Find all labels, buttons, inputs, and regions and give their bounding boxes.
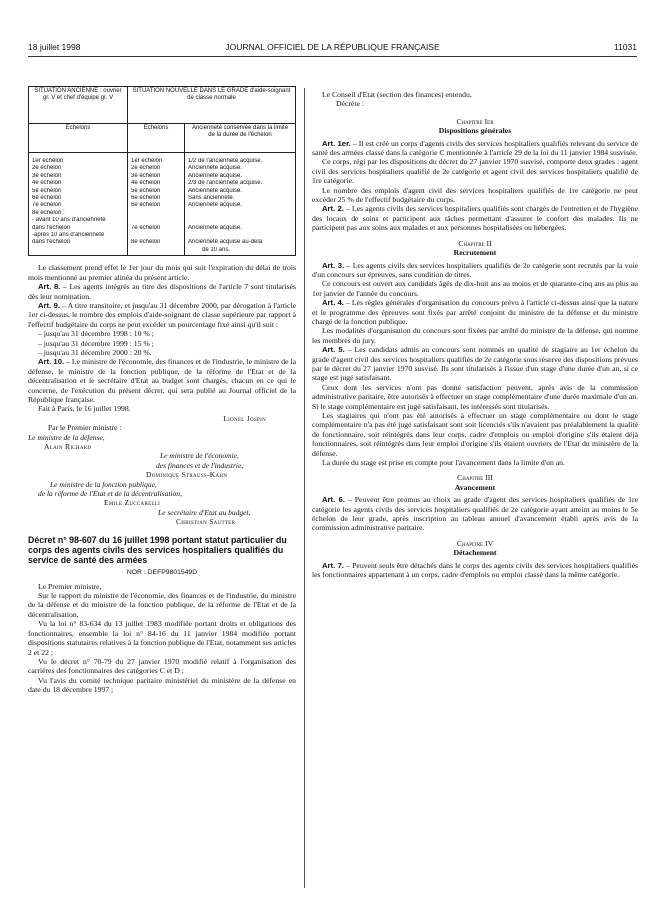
article-3: Art. 3. – Les agents civils des services hospitaliers qualifiés de 2e catégorie sont recrutés par la voie d'un concours sur épreuves, sans condition de titres. [312,260,639,279]
header-rule [28,56,637,57]
signature-defense-title: Le ministre de la défense, [28,432,105,442]
table-sub-new-anciennete: Ancienneté conservée dans la limite de la durée de l'échelon [185,124,296,153]
signature-sautter: Christian Sautter [176,517,236,527]
chapter-4-heading: Chapitre IV [456,538,494,548]
table-col-new-anciennete: 1/2 de l'ancienneté acquise. Ancienneté acquise. Ancienneté acquise. 2/3 de l'ancienneté acquise. Ancienneté acquise. Sans ancienneté. Ancienneté acquise. Ancienneté acquise. Ancienneté acquise au-delà de 10 ans. [185,153,296,256]
chapter-4-title: Détachement [453,548,497,558]
chapter-3-heading: Chapitre III [457,473,493,483]
chapter-1-title: Dispositions générales [438,126,512,136]
signature-richard: Alain Richard [44,442,92,451]
table-head-old: SITUATION ANCIENNE : ouvrier gr. V et chef d'équipe gr. V [29,87,128,124]
article-5-para-4: La durée du stage est prise en compte pour l'avancement dans la limite d'un an. [322,458,565,468]
signature-fp-title2: de la réforme de l'Etat et de la décentralisation, [38,489,182,499]
decret-title: Décret n° 98-607 du 16 juillet 1998 portant statut particulier du corps des agents civils des services hospitaliers qualifiés du service de santé des armées [28,534,287,566]
classification-table [28,86,296,256]
table-head-new: SITUATION NOUVELLE DANS LE GRADE d'aide-soignant de classe normale [128,87,296,124]
header-journal-title: JOURNAL OFFICIEL DE LA RÉPUBLIQUE FRANÇAISE [225,42,440,52]
header-date: 18 juillet 1998 [28,42,81,52]
chapter-2-heading: Chapitre II [458,238,492,248]
nor-reference: NOR : DEFP9801549D [126,569,198,577]
article-6: Art. 6. – Peuvent être promus au choix au grade d'agent des services hospitaliers qualifiés de 1re catégorie les agents civils des services hospitaliers qualifiés de 2e catégorie ayant atteint au moins le 5e échelon de leur grade, après inscription au tableau annuel d'avancement établi après avis de la commission administrative paritaire. [312,495,638,533]
list-item: – jusqu'au 31 décembre 1999 : 15 % ; [38,338,154,348]
fait-a-paris: Fait à Paris, le 16 juillet 1998. [38,404,131,414]
table-col-new-echelon: 1er échelon 2e échelon 3e échelon 4e échelon 5e échelon 6e échelon 6e échelon 7e échelon 8e échelon [128,153,185,256]
article-1-para-2: Ce corps, régi par les dispositions du décret du 27 janvier 1970 susvisé, comporte deux grades : agent civil des services hospitaliers qualifié de 2e catégorie et agent civil des services hospitaliers qualifié de 1re catégorie. [312,157,638,186]
article-2: Art. 2. – Les agents civils des services hospitaliers qualifiés sont chargés de l'entretien et de l'hygiène des locaux de soins et participent aux tâches permettant d'assurer le confort des malades. Ils ne participent pas aux soins aux malades et aux personnes hospitalisées ou hébergées. [312,204,638,233]
signature-budget-title: Le secrétaire d'Etat au budget, [158,507,251,517]
visa-decret: Vu le décret n° 70-79 du 27 janvier 1970 modifié relatif à l'organisation des carrières des fonctionnaires des catégories C et D ; [28,656,296,676]
article-1-para-3: Le nombre des emplois d'agent civil des services hospitaliers qualifiés de 1re catégorie ne peut excéder 25 % de l'effectif budgétaire du corps. [312,185,638,205]
signatures-block [28,414,296,527]
right-column [312,90,638,580]
signature-eco-title1: Le ministre de l'économie, [160,451,239,461]
list-item: – jusqu'au 31 décembre 1998 : 10 % ; [38,329,154,339]
table-sub-new-echelon: Echelons [128,124,185,153]
signature-jospin: Lionel Jospin [223,413,266,423]
signature-zuccarelli: Emile Zuccarelli [104,498,161,508]
table-sub-old: Echelons [29,124,128,153]
article-3-para-2: Ce concours est ouvert aux candidats âgés de dix-huit ans au moins et de quarante-cinq ans au plus au 1er janvier de l'année du concours. [312,279,638,298]
signature-par: Par le Premier ministre : [48,423,122,433]
article-5-para-2: Ceux dont les services n'ont pas donné satisfaction peuvent, après avis de la commission administrative paritaire, être autorisés à effectuer un stage complémentaire d'une durée maximale d'un an. Si le stage complémentaire est jugé satisfaisant, les intéressés sont titularisés. [312,382,638,411]
article-5-para-3: Les stagiaires qui n'ont pas été autorisés à effectuer un stage complémentaire ou dont le stage complémentaire n'a pas été jugé satisfaisant sont soit licenciés s'ils n'avaient pas préalablement la qualité de fonctionnaire, soit réintégrés dans leur corps, cadre d'emplois ou emploi d'origine s'ils étaient déjà fonctionnaires, soit réintégrés dans leur emploi d'origine s'ils étaient ouvriers de l'Etat du ministère de la défense. [312,411,638,458]
article-5: Art. 5. – Les candidats admis au concours sont nommés en qualité de stagiaire au 1er échelon du grade d'agent civil des services hospitaliers qualifiés de 2e catégorie sous réserve des dispositions prévues par le décret du 27 janvier 1970 susvisé. Ils sont titularisés à l'issue d'un stage d'une durée d'un an, si ce stage est jugé satisfaisant. [312,345,638,383]
signature-eco-title2: des finances et de l'industrie, [156,460,244,470]
article-4-para-2: Les modalités d'organisation du concours sont fixées par arrêté du ministre de la défense, qui nomme les membres du jury. [312,326,638,345]
premier-ministre: Le Premier ministre, [38,581,102,591]
list-item: – jusqu'au 31 décembre 2000 : 20 %. [38,347,152,357]
visa-avis: Vu l'avis du comité technique paritaire ministériel du ministère de la défense en date du 18 décembre 1997 ; [28,675,296,695]
paragraph-classement: Le classement prend effet le 1er jour du mois qui suit l'expiration du délai de trois mois mentionné au premier alinéa du présent article. [28,263,296,282]
decrete: Décrète : [336,99,364,109]
article-10: Art. 10. – Le ministre de l'économie, des finances et de l'industrie, le ministre de la défense, le ministre de la fonction publique, de la réforme de l'Etat et de la décentralisation et le secrétaire d'Etat au budget sont chargés, chacun en ce qui le concerne, de l'exécution du présent décret, qui sera publié au Journal officiel de la République française. [28,357,296,404]
chapter-3-title: Avancement [454,482,496,492]
left-column [28,86,296,695]
chapter-1-heading: Chapitre Ier [456,116,494,126]
signature-strauss-kahn: Dominique Strauss-Kahn [146,470,228,480]
table-col-old: 1er échelon 2e échelon 3e échelon 4e échelon 5e échelon 6e échelon 7e échelon 8e échelon : - avant 10 ans d'ancienneté dans l'échelon -après 10 ans d'ancienneté dans l'échelon [29,153,128,256]
signature-fp-title1: Le ministre de la fonction publique, [50,479,157,489]
article-1: Art. 1er. – Il est créé un corps d'agents civils des services hospitaliers qualifiés relevant du service de santé des armées classé dans la catégorie C mentionnée à l'article 29 de la loi du 11 janvier 1984 susvisée. [312,138,638,158]
conseil-etat: Le Conseil d'Etat (section des finances) entendu, [322,90,472,99]
column-divider [304,88,305,888]
article-4: Art. 4. – Les règles générales d'organisation du concours prévu à l'article ci-dessus ainsi que la nature et le programme des épreuves sont fixés par arrêté conjoint du ministre de la défense et du ministre chargé de la fonction publique. [312,298,638,326]
page-header [28,42,637,54]
visa-loi: Vu la loi n° 83-634 du 13 juillet 1983 modifiée portant droits et obligations des fonctionnaires, ensemble la loi n° 84-16 du 11 janvier 1984 modifiée portant dispositions statutaires relatives à la fonction publique de l'Etat, notamment ses articles 2 et 22 ; [28,619,296,657]
header-page-number: 11031 [613,42,637,52]
visa-rapport: Sur le rapport du ministre de l'économie, des finances et de l'industrie, du ministre de la défense et du ministre de la fonction publique, de la réforme de l'Etat et de la décentralisation, [28,591,296,619]
article-9: Art. 9. – A titre transitoire, et jusqu'au 31 décembre 2000, par dérogation à l'article 1er ci-dessus, le nombre des emplois d'aide-soignant de classe supérieure par rapport à l'effectif budgétaire du corps ne peut excéder un pourcentage fixé ainsi qu'il suit : [28,300,296,329]
article-8: Art. 8. – Les agents intégrés au titre des dispositions de l'article 7 sont titularisés dès leur nomination. [28,282,296,301]
article-7: Art. 7. – Peuvent seuls être détachés dans le corps des agents civils des services hospitaliers qualifiés les fonctionnaires appartenant à un corps, cadre d'emplois ou emploi classé dans la même catégorie. [312,560,638,580]
chapter-2-title: Recrutement [453,248,497,258]
